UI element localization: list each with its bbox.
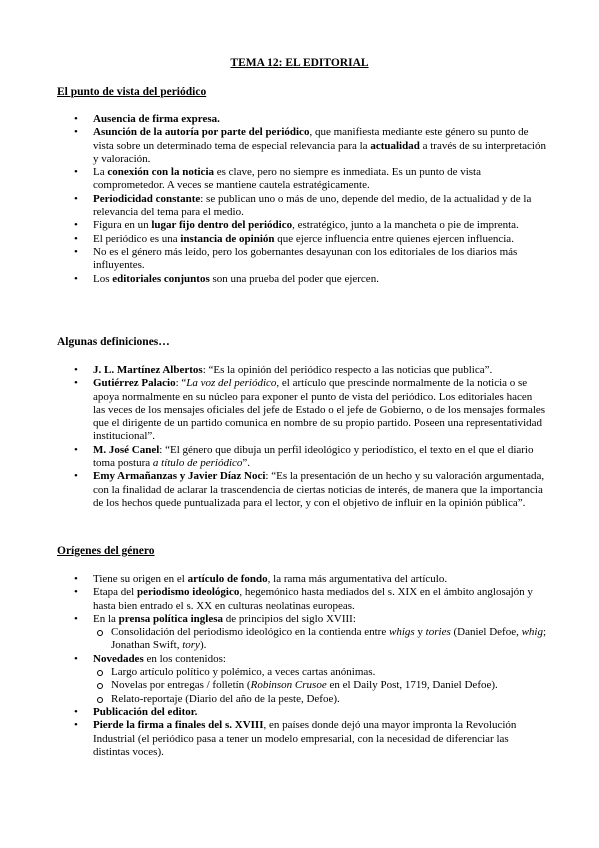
sublist-item: Consolidación del periodismo ideológico en la contienda entre whigs y tories (Daniel Defoe, whig; Jonathan Swift, tory). bbox=[93, 626, 547, 653]
sublist-item: Relato-reportaje (Diario del año de la peste, Defoe). bbox=[93, 693, 547, 706]
list-item: • Asunción de la autoría por parte del periódico, que manifiesta mediante este género su punto de vista sobre un determinado tema de especial relevancia para la actualidad a través de su interpretación y valoración. bbox=[57, 126, 547, 166]
list-item: • No es el género más leído, pero los gobernantes desayunan con los editoriales de los diarios más influyentes. bbox=[57, 246, 547, 273]
sublist-item: Largo artículo político y polémico, a veces cartas anónimas. bbox=[93, 666, 547, 679]
list-item: • El periódico es una instancia de opinión que ejerce influencia entre quienes ejercen influencia. bbox=[57, 233, 547, 246]
list-item: • Pierde la firma a finales del s. XVIII, en países donde dejó una mayor impronta la Revolución Industrial (el periódico pasa a tener un modelo empresarial, con la necesidad de diferenciar las distintas voces). bbox=[57, 719, 547, 759]
list-definiciones bbox=[57, 364, 547, 510]
document-title: TEMA 12: EL EDITORIAL bbox=[230, 57, 369, 69]
list-item: • Periodicidad constante: se publican uno o más de uno, depende del medio, de la actualidad y de la relevancia del tema para el medio. bbox=[57, 193, 547, 220]
list-item: • En la prensa política inglesa de principios del siglo XVIII: Consolidación del periodismo ideológico en la contienda entre whigs y tories (Daniel Defoe, whig; Jonathan Swift, tory). bbox=[57, 613, 547, 653]
list-item: • Ausencia de firma expresa. bbox=[57, 113, 547, 126]
list-item: • Los editoriales conjuntos son una prueba del poder que ejercen. bbox=[57, 273, 547, 286]
list-origenes bbox=[57, 573, 547, 759]
section-heading-definiciones: Algunas definiciones… bbox=[57, 336, 170, 348]
list-item: • Emy Armañanzas y Javier Díaz Noci: “Es la presentación de un hecho y su valoración argumentada, con la finalidad de aclarar la trascendencia de ciertas noticias de interés, de manera que la importancia de los hechos quede puntualizada para el lector, y con el objetivo de influir en la opinión pública”. bbox=[57, 470, 547, 510]
list-item: • J. L. Martínez Albertos: “Es la opinión del periódico respecto a las noticias que publica”. bbox=[57, 364, 547, 377]
list-item: • La conexión con la noticia es clave, pero no siempre es inmediata. Es un punto de vista comprometedor. A veces se mantiene cautela estratégicamente. bbox=[57, 166, 547, 193]
list-item: • Etapa del periodismo ideológico, hegemónico hasta mediados del s. XIX en el ámbito anglosajón y hasta bien entrado el s. XX en culturas neolatinas europeas. bbox=[57, 586, 547, 613]
list-punto-de-vista bbox=[57, 113, 547, 286]
section-heading-punto-de-vista: El punto de vista del periódico bbox=[57, 86, 207, 98]
sublist bbox=[93, 626, 547, 653]
list-item: • Gutiérrez Palacio: “La voz del periódico, el artículo que prescinde normalmente de la noticia o se apoya normalmente en su núcleo para exponer el punto de vista del periódico. Los editoriales hacen las veces de los mensajes oficiales del jefe de Estado o el jefe de Gobierno, o de los mensajes formales que el dirigente de un partido comunica en nombre de su propio partido. Poseen una representatividad institucional”. bbox=[57, 377, 547, 443]
list-item: • Tiene su origen en el artículo de fondo, la rama más argumentativa del artículo. bbox=[57, 573, 547, 586]
list-item: • Publicación del editor. bbox=[57, 706, 547, 719]
sublist bbox=[93, 666, 547, 706]
section-heading-origenes: Orígenes del género bbox=[57, 545, 155, 557]
list-item: • Figura en un lugar fijo dentro del periódico, estratégico, junto a la mancheta o pie de imprenta. bbox=[57, 219, 547, 232]
list-item: • M. José Canel: “El género que dibuja un perfil ideológico y periodístico, el texto en el que el diario toma postura a título de periódico”. bbox=[57, 444, 547, 471]
list-item: • Novedades en los contenidos: Largo artículo político y polémico, a veces cartas anónimas. Novelas por entregas / folletín (Robinson Crusoe en el Daily Post, 1719, Daniel Defoe). Relato-reportaje (Diario del año de la peste, Defoe). bbox=[57, 653, 547, 706]
sublist-item: Novelas por entregas / folletín (Robinson Crusoe en el Daily Post, 1719, Daniel Defoe). bbox=[93, 679, 547, 692]
